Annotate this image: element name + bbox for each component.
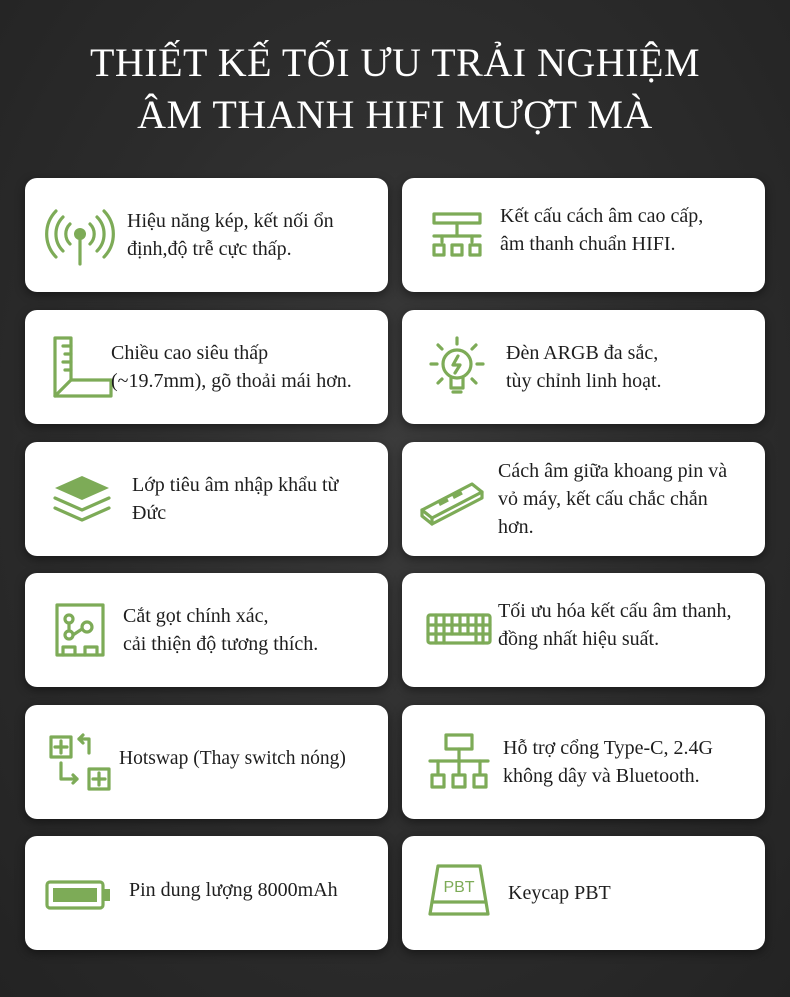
feature-card-battery-isolation [402,442,765,556]
feature-card-german-foam [25,442,388,556]
feature-text-line: Lớp tiêu âm nhập khẩu từ [132,474,339,496]
signal-antenna-icon [45,200,115,270]
pbt-keycap-label: PBT [443,879,475,896]
feature-card-dual-mode [25,178,388,292]
ruler-height-icon [45,332,115,402]
battery-compartment-icon [416,466,486,536]
keyboard-icon [424,595,494,665]
circuit-board-icon [45,595,115,665]
feature-text-line: định,độ trễ cực thấp. [127,238,292,260]
feature-card-argb [402,310,765,424]
feature-text-line: Đèn ARGB đa sắc, [506,342,659,364]
feature-text-line: âm thanh chuẩn HIFI. [500,233,676,255]
feature-text-line: không dây và Bluetooth. [503,765,700,787]
feature-text-line: Keycap PBT [508,882,611,904]
feature-text-line: đồng nhất hiệu suất. [498,628,660,650]
hotswap-icon [45,729,115,799]
feature-text-line: hơn. [498,516,534,538]
lightbulb-icon [422,332,492,402]
feature-text-line: Cắt gọt chính xác, [123,605,269,627]
feature-card-low-profile [25,310,388,424]
layer-structure-icon [422,200,492,270]
feature-text-line: (~19.7mm), gõ thoải mái hơn. [111,370,352,392]
feature-text-line: Chiều cao siêu thấp [111,342,269,364]
feature-text-line: Cách âm giữa khoang pin và [498,460,728,482]
feature-text-line: Hỗ trợ cổng Type-C, 2.4G [503,737,713,759]
feature-text-line: Tối ưu hóa kết cấu âm thanh, [498,600,732,622]
feature-text-line: Đức [132,502,167,524]
feature-text-line: vỏ máy, kết cấu chắc chắn [498,488,708,510]
feature-card-soundproof [402,178,765,292]
feature-text-line: tùy chỉnh linh hoạt. [506,370,662,392]
battery-icon [43,860,113,930]
feature-card-acoustic-structure [402,573,765,687]
pbt-keycap-icon [424,858,494,928]
feature-text-line: cải thiện độ tương thích. [123,633,319,655]
feature-card-precision-cut [25,573,388,687]
title-line-2: ÂM THANH HIFI MƯỢT MÀ [137,92,653,137]
feature-card-battery [25,836,388,950]
feature-text-line: Pin dung lượng 8000mAh [129,879,338,901]
feature-text-line: Kết cấu cách âm cao cấp, [500,205,704,227]
network-hierarchy-icon [424,727,494,797]
feature-card-hotswap [25,705,388,819]
feature-card-pbt-keycap [402,836,765,950]
feature-text-line: Hotswap (Thay switch nóng) [119,748,346,769]
title-line-1: THIẾT KẾ TỐI ƯU TRẢI NGHIỆM [89,40,701,85]
feature-text-line: Hiệu năng kép, kết nối ổn [127,210,334,232]
stacked-layers-icon [47,464,117,534]
feature-card-connectivity [402,705,765,819]
